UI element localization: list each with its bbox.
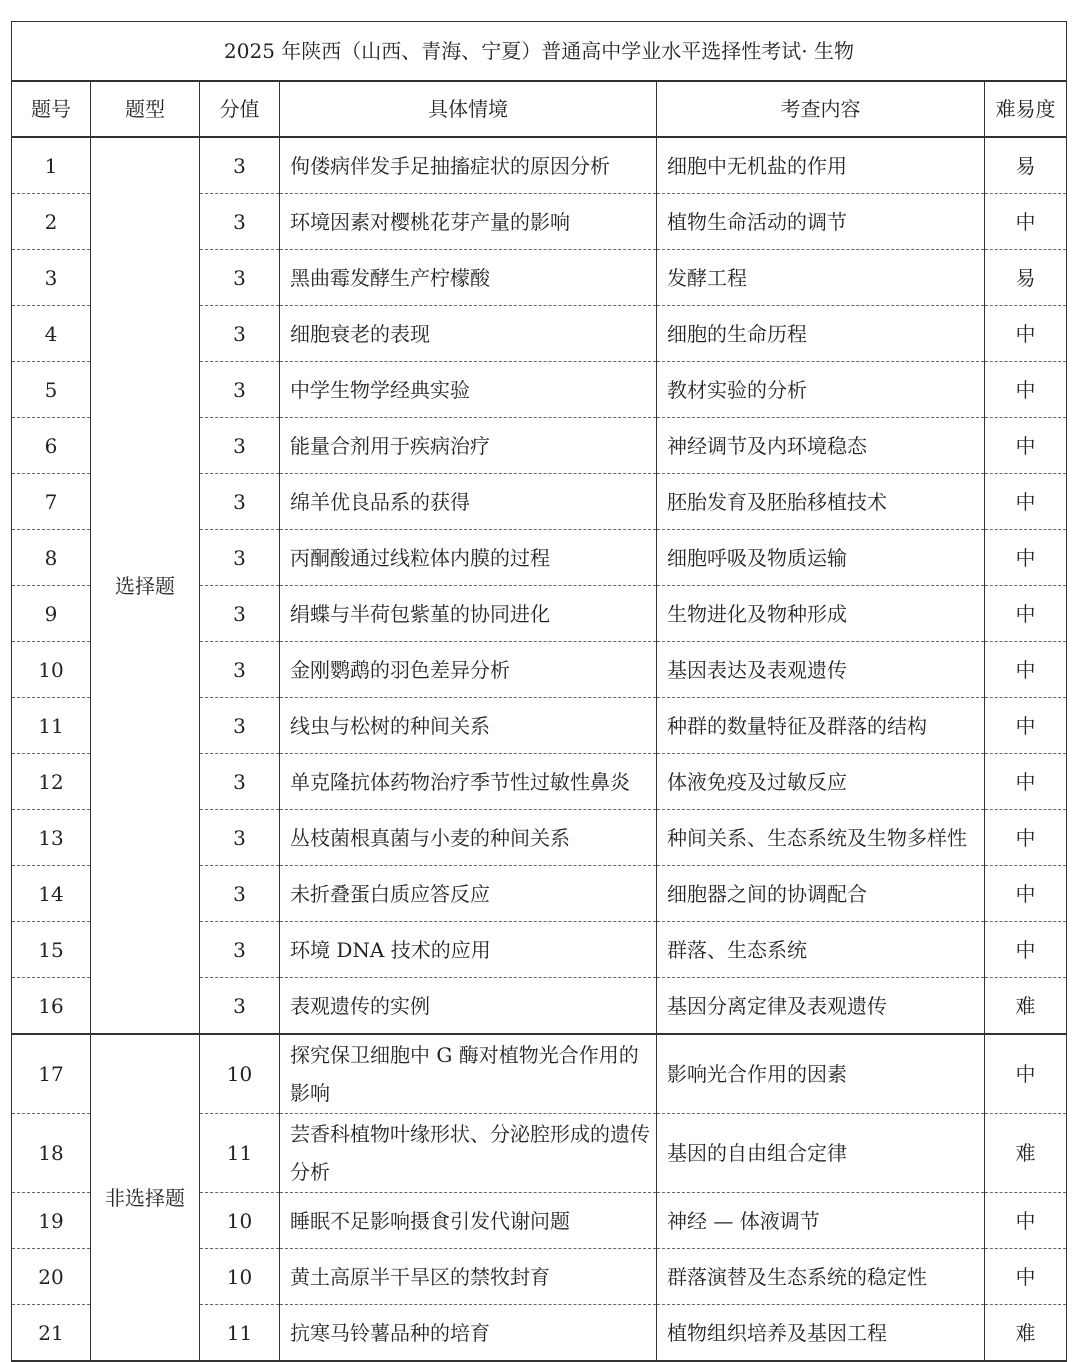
question-type: 非选择题 (91, 1034, 200, 1361)
scenario-text: 探究保卫细胞中 G 酶对植物光合作用的影响 (280, 1034, 657, 1114)
scenario-text: 丙酮酸通过线粒体内膜的过程 (280, 530, 657, 586)
scenario-text: 表观遗传的实例 (280, 978, 657, 1035)
content-text: 群落演替及生态系统的稳定性 (657, 1249, 985, 1305)
score-value: 3 (200, 698, 280, 754)
question-number: 2 (12, 194, 91, 250)
difficulty-level: 中 (985, 1193, 1067, 1249)
content-text: 发酵工程 (657, 250, 985, 306)
question-type: 选择题 (91, 137, 200, 1034)
question-number: 21 (12, 1305, 91, 1362)
question-number: 5 (12, 362, 91, 418)
header-row (12, 81, 1067, 137)
scenario-text: 抗寒马铃薯品种的培育 (280, 1305, 657, 1362)
difficulty-level: 易 (985, 250, 1067, 306)
content-text: 生物进化及物种形成 (657, 586, 985, 642)
difficulty-level: 中 (985, 306, 1067, 362)
question-number: 7 (12, 474, 91, 530)
scenario-text: 环境 DNA 技术的应用 (280, 922, 657, 978)
exam-analysis-table (11, 21, 1067, 1362)
scenario-text: 丛枝菌根真菌与小麦的种间关系 (280, 810, 657, 866)
score-value: 3 (200, 418, 280, 474)
content-text: 种间关系、生态系统及生物多样性 (657, 810, 985, 866)
score-value: 3 (200, 362, 280, 418)
difficulty-level: 中 (985, 418, 1067, 474)
difficulty-level: 中 (985, 586, 1067, 642)
difficulty-level: 中 (985, 1249, 1067, 1305)
scenario-text: 绵羊优良品系的获得 (280, 474, 657, 530)
content-text: 基因的自由组合定律 (657, 1114, 985, 1193)
content-text: 影响光合作用的因素 (657, 1034, 985, 1114)
score-value: 11 (200, 1305, 280, 1362)
content-text: 神经 — 体液调节 (657, 1193, 985, 1249)
content-text: 胚胎发育及胚胎移植技术 (657, 474, 985, 530)
scenario-text: 环境因素对樱桃花芽产量的影响 (280, 194, 657, 250)
scenario-text: 单克隆抗体药物治疗季节性过敏性鼻炎 (280, 754, 657, 810)
difficulty-level: 中 (985, 642, 1067, 698)
question-number: 16 (12, 978, 91, 1035)
question-number: 20 (12, 1249, 91, 1305)
score-value: 10 (200, 1193, 280, 1249)
content-text: 基因表达及表观遗传 (657, 642, 985, 698)
scenario-text: 绢蝶与半荷包紫堇的协同进化 (280, 586, 657, 642)
scenario-text: 芸香科植物叶缘形状、分泌腔形成的遗传分析 (280, 1114, 657, 1193)
content-text: 教材实验的分析 (657, 362, 985, 418)
score-value: 3 (200, 922, 280, 978)
scenario-text: 能量合剂用于疾病治疗 (280, 418, 657, 474)
question-number: 12 (12, 754, 91, 810)
content-text: 基因分离定律及表观遗传 (657, 978, 985, 1035)
table-title: 2025 年陕西（山西、青海、宁夏）普通高中学业水平选择性考试· 生物 (12, 22, 1067, 82)
question-number: 8 (12, 530, 91, 586)
scenario-text: 中学生物学经典实验 (280, 362, 657, 418)
difficulty-level: 中 (985, 698, 1067, 754)
scenario-text: 佝偻病伴发手足抽搐症状的原因分析 (280, 137, 657, 194)
score-value: 3 (200, 978, 280, 1035)
score-value: 3 (200, 586, 280, 642)
difficulty-level: 中 (985, 810, 1067, 866)
question-number: 11 (12, 698, 91, 754)
header-scenario: 具体情境 (280, 81, 657, 137)
scenario-text: 睡眠不足影响摄食引发代谢问题 (280, 1193, 657, 1249)
content-text: 神经调节及内环境稳态 (657, 418, 985, 474)
content-text: 植物组织培养及基因工程 (657, 1305, 985, 1362)
difficulty-level: 中 (985, 362, 1067, 418)
question-number: 4 (12, 306, 91, 362)
content-text: 群落、生态系统 (657, 922, 985, 978)
scenario-text: 未折叠蛋白质应答反应 (280, 866, 657, 922)
difficulty-level: 中 (985, 474, 1067, 530)
content-text: 细胞器之间的协调配合 (657, 866, 985, 922)
score-value: 3 (200, 250, 280, 306)
question-number: 1 (12, 137, 91, 194)
difficulty-level: 难 (985, 1305, 1067, 1362)
scenario-text: 细胞衰老的表现 (280, 306, 657, 362)
question-number: 19 (12, 1193, 91, 1249)
content-text: 细胞中无机盐的作用 (657, 137, 985, 194)
score-value: 11 (200, 1114, 280, 1193)
question-number: 3 (12, 250, 91, 306)
scenario-text: 线虫与松树的种间关系 (280, 698, 657, 754)
content-text: 细胞呼吸及物质运输 (657, 530, 985, 586)
difficulty-level: 中 (985, 754, 1067, 810)
difficulty-level: 中 (985, 866, 1067, 922)
question-number: 15 (12, 922, 91, 978)
content-text: 种群的数量特征及群落的结构 (657, 698, 985, 754)
difficulty-level: 难 (985, 1114, 1067, 1193)
question-number: 9 (12, 586, 91, 642)
header-number: 题号 (12, 81, 91, 137)
score-value: 3 (200, 810, 280, 866)
question-number: 10 (12, 642, 91, 698)
score-value: 3 (200, 530, 280, 586)
question-number: 14 (12, 866, 91, 922)
score-value: 3 (200, 866, 280, 922)
difficulty-level: 中 (985, 194, 1067, 250)
score-value: 10 (200, 1034, 280, 1114)
score-value: 10 (200, 1249, 280, 1305)
score-value: 3 (200, 754, 280, 810)
table-row (12, 137, 1067, 194)
content-text: 植物生命活动的调节 (657, 194, 985, 250)
table-row (12, 1034, 1067, 1114)
score-value: 3 (200, 194, 280, 250)
difficulty-level: 中 (985, 530, 1067, 586)
header-type: 题型 (91, 81, 200, 137)
content-text: 细胞的生命历程 (657, 306, 985, 362)
header-content: 考查内容 (657, 81, 985, 137)
scenario-text: 黑曲霉发酵生产柠檬酸 (280, 250, 657, 306)
question-number: 6 (12, 418, 91, 474)
difficulty-level: 中 (985, 922, 1067, 978)
header-score: 分值 (200, 81, 280, 137)
question-number: 17 (12, 1034, 91, 1114)
question-number: 13 (12, 810, 91, 866)
difficulty-level: 易 (985, 137, 1067, 194)
score-value: 3 (200, 474, 280, 530)
scenario-text: 黄土高原半干旱区的禁牧封育 (280, 1249, 657, 1305)
score-value: 3 (200, 306, 280, 362)
header-difficulty: 难易度 (985, 81, 1067, 137)
score-value: 3 (200, 642, 280, 698)
content-text: 体液免疫及过敏反应 (657, 754, 985, 810)
scenario-text: 金刚鹦鹉的羽色差异分析 (280, 642, 657, 698)
difficulty-level: 难 (985, 978, 1067, 1035)
question-number: 18 (12, 1114, 91, 1193)
difficulty-level: 中 (985, 1034, 1067, 1114)
score-value: 3 (200, 137, 280, 194)
